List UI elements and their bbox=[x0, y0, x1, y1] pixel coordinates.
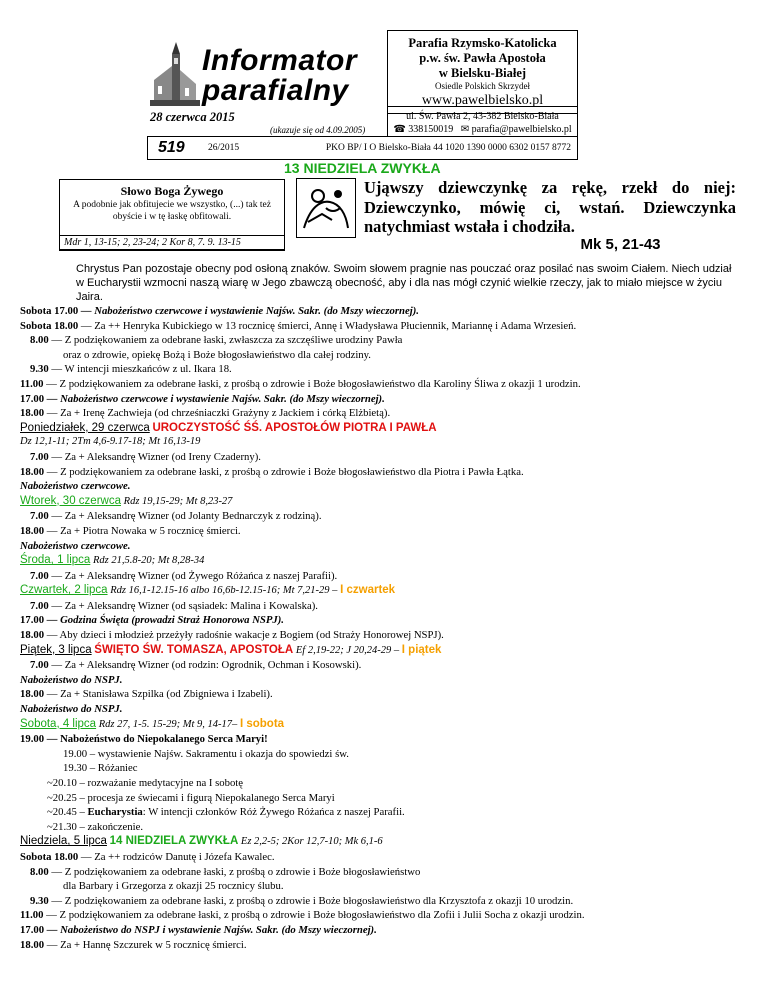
day-header-saturday: Sobota, 4 lipca Rdz 27, 1-5. 15-29; Mt 9, 14-17– I sobota bbox=[20, 717, 285, 730]
schedule-row: 17.00 — Godzina Święta (prowadzi Straż Honorowa NSPJ). bbox=[20, 614, 284, 627]
church-icon bbox=[150, 40, 200, 108]
parish-district: Osiedle Polskich Skrzydeł bbox=[435, 81, 530, 91]
issue-date: 28 czerwca 2015 bbox=[150, 110, 235, 124]
logo-title-line1: Informator bbox=[202, 44, 357, 77]
schedule-row: 11.00 — Z podziękowaniem za odebrane łaski, z prośbą o zdrowie i Boże błogosławieństwo dla Zofii i Julii Socha z okazji urodzin. bbox=[20, 909, 585, 922]
envelope-icon: ✉ bbox=[460, 124, 470, 135]
gospel-illustration-icon bbox=[296, 178, 356, 238]
schedule-row: 9.30 — Z podziękowaniem za odebrane łaski, z prośbą o zdrowie i Boże błogosławieństwo dla Krzysztofa z okazji 10 urodzin. bbox=[30, 894, 574, 907]
parish-patron: p.w. św. Pawła Apostoła bbox=[419, 51, 546, 65]
schedule-row: 11.00 — Z podziękowaniem za odebrane łaski, z prośbą o zdrowie i Boże błogosławieństwo dla Karoliny Śliwa z okazji 1 urodzin. bbox=[20, 377, 581, 390]
issue-number: 519 bbox=[158, 139, 185, 156]
schedule-row: 8.00 — Z podziękowaniem za odebrane łaski, z prośbą o zdrowie i Boże błogosławieństwo bbox=[30, 865, 421, 878]
schedule-row: Nabożeństwo czerwcowe. bbox=[20, 539, 131, 552]
sunday-introduction bbox=[76, 262, 736, 304]
parish-info-box bbox=[387, 30, 578, 114]
schedule-row: 18.00 — Z podziękowaniem za odebrane łaski, z prośbą o zdrowie i Boże błogosławieństwo dla Piotra i Pawła Łątka. bbox=[20, 465, 524, 478]
schedule-row: oraz o zdrowie, opiekę Bożą i Boże błogosławieństwo dla całej rodziny. bbox=[63, 348, 371, 361]
newsletter-logo bbox=[150, 40, 376, 108]
schedule-row: ~20.10 – rozważanie medytacyjne na I sobotę bbox=[47, 777, 244, 789]
schedule-row: 8.00 — Z podziękowaniem za odebrane łaski, zwłaszcza za szczęśliwe urodziny Pawła bbox=[30, 334, 403, 347]
schedule-row: 18.00 — Za + Piotra Nowaka w 5 rocznicę śmierci. bbox=[20, 524, 241, 537]
day-header-thursday: Czwartek, 2 lipca Rdz 16,1-12.15-16 albo 16,6b-12.15-16; Mt 7,21-29 – I czwartek bbox=[20, 584, 396, 597]
parish-phone: 338150019 bbox=[408, 124, 454, 135]
schedule-row: 7.00 — Za + Aleksandrę Wizner (od Jolanty Bednarczyk z rodziną). bbox=[30, 510, 322, 523]
mass-schedule bbox=[20, 304, 760, 952]
parish-address: ul. Św. Pawła 2, 43-382 Bielsko-Biała bbox=[406, 111, 559, 122]
gospel-quote: Ująwszy dziewczynkę za rękę, rzekł do niej: Dziewczynko, mówię ci, wstań. Dziewczynka natychmiast wstała i chodziła. bbox=[364, 178, 736, 236]
schedule-row: Sobota 17.00 — Nabożeństwo czerwcowe i wystawienie Najśw. Sakr. (do Mszy wieczornej). bbox=[20, 305, 419, 317]
sunday-title: 13 NIEDZIELA ZWYKŁA bbox=[284, 160, 441, 176]
schedule-row: 17.00 — Nabożeństwo do NSPJ i wystawienie Najśw. Sakr. (do Mszy wieczornej). bbox=[20, 923, 377, 936]
day-header-friday: Piątek, 3 lipca ŚWIĘTO ŚW. TOMASZA, APOSTOŁA Ef 2,19-22; J 20,24-29 – I piątek bbox=[20, 643, 442, 656]
day-header-monday: Poniedziałek, 29 czerwca UROCZYSTOŚĆ ŚŚ. APOSTOŁÓW PIOTRA I PAWŁA bbox=[20, 421, 437, 434]
word-of-god-title: Słowo Boga Żywego bbox=[120, 184, 224, 198]
day-readings: Dz 12,1-11; 2Tm 4,6-9.17-18; Mt 16,13-19 bbox=[20, 436, 201, 448]
day-header-wednesday: Środa, 1 lipca Rdz 21,5.8-20; Mt 8,28-34 bbox=[20, 554, 205, 567]
schedule-row: 7.00 — Za + Aleksandrę Wizner (od rodzin: Ogrodnik, Ochman i Kosowski). bbox=[30, 659, 362, 672]
schedule-row: ~20.45 – Eucharystia: W intencji członków Róż Żywego Różańca z naszej Parafii. bbox=[47, 806, 405, 819]
logo-title-line2: parafialny bbox=[202, 74, 349, 107]
schedule-row: 7.00 — Za + Aleksandrę Wizner (od sąsiadek: Malina i Kowalska). bbox=[30, 599, 318, 612]
parish-name: Parafia Rzymsko-Katolicka bbox=[408, 36, 557, 50]
schedule-row: 19.00 – wystawienie Najśw. Sakramentu i okazja do spowiedzi św. bbox=[63, 747, 349, 760]
parish-email[interactable]: parafia@pawelbielsko.pl bbox=[471, 124, 572, 135]
schedule-row: Nabożeństwo czerwcowe. bbox=[20, 480, 131, 493]
issue-number-bar bbox=[147, 136, 578, 160]
schedule-row: 9.30 — W intencji mieszkańców z ul. Ikara 18. bbox=[30, 363, 232, 376]
sunday-readings: Mdr 1, 13-15; 2, 23-24; 2 Kor 8, 7. 9. 13-15 bbox=[59, 235, 285, 251]
published-since: (ukazuje się od 4.09.2005) bbox=[270, 125, 366, 135]
schedule-row: 7.00 — Za + Aleksandrę Wizner (od Ireny Czaderny). bbox=[30, 450, 261, 463]
schedule-row: ~20.25 – procesja ze świecami i figurą Niepokalanego Serca Maryi bbox=[47, 791, 335, 804]
parish-city: w Bielsku-Białej bbox=[438, 66, 527, 80]
schedule-row: 7.00 — Za + Aleksandrę Wizner (od Żywego Różańca z naszej Parafii). bbox=[30, 569, 338, 582]
schedule-row: dla Barbary i Grzegorza z okazji 25 rocznicy ślubu. bbox=[63, 880, 284, 893]
parish-contact-box bbox=[387, 106, 578, 137]
schedule-row: 19.00 — Nabożeństwo do Niepokalanego Serca Maryi! bbox=[20, 733, 268, 746]
schedule-row: ~21.30 – zakończenie. bbox=[47, 820, 143, 833]
schedule-row: 19.30 – Różaniec bbox=[63, 762, 138, 775]
parish-contact-line bbox=[388, 123, 577, 136]
schedule-row: 18.00 — Za + Hannę Szczurek w 5 rocznicę śmierci. bbox=[20, 938, 247, 951]
parish-website[interactable]: www.pawelbielsko.pl bbox=[421, 93, 544, 108]
schedule-row: 18.00 — Za + Stanisława Szpilka (od Zbigniewa i Izabeli). bbox=[20, 688, 273, 701]
bank-account: PKO BP/ I O Bielsko-Biała 44 1020 1390 0000 6302 0157 8772 bbox=[325, 143, 571, 153]
day-header-sunday: Niedziela, 5 lipca 14 NIEDZIELA ZWYKŁA Ez 2,2-5; 2Kor 12,7-10; Mk 6,1-6 bbox=[20, 835, 383, 848]
schedule-row: 17.00 — Nabożeństwo czerwcowe i wystawienie Najśw. Sakr. (do Mszy wieczornej). bbox=[20, 392, 385, 405]
day-header-tuesday: Wtorek, 30 czerwca Rdz 19,15-29; Mt 8,23-27 bbox=[20, 494, 233, 507]
schedule-row: Nabożeństwo do NSPJ. bbox=[20, 703, 123, 716]
schedule-row: Sobota 18.00 — Za ++ rodziców Danutę i Józefa Kawalec. bbox=[20, 850, 275, 863]
word-of-god-text: A podobnie jak obfitujecie we wszystko, (...) tak też obyście i w tę łaskę obfitowali. bbox=[73, 200, 271, 222]
schedule-row: Sobota 18.00 — Za ++ Henryka Kubickiego w 13 rocznicę śmierci, Annę i Władysława Płuciennik, Mariannę i Adama Wrzesień. bbox=[20, 319, 577, 332]
issue-week: 26/2015 bbox=[208, 143, 240, 153]
phone-icon: ☎ bbox=[393, 124, 406, 135]
schedule-row: 18.00 — Za + Irenę Zachwieja (od chrześniaczki Grażyny z Jackiem i córką Elżbietą). bbox=[20, 407, 391, 420]
intro-text: Chrystus Pan pozostaje obecny pod osłoną znaków. Swoim słowem pragnie nas pouczać oraz posilać nas swoim Ciałem. Niech udział w Eucharystii wzmocni naszą wiarę w Jego zbawczą obecność, aby i dla nas mógł czynić wielkie rzeczy, jak to miało miejsce w życiu Jaira. bbox=[76, 263, 732, 303]
gospel-reference: Mk 5, 21-43 bbox=[580, 236, 661, 253]
schedule-row: Nabożeństwo do NSPJ. bbox=[20, 673, 123, 686]
schedule-row: 18.00 — Aby dzieci i młodzież przeżyły radośnie wakacje z Bogiem (od Straży Honorowej NSPJ). bbox=[20, 629, 444, 642]
gospel-reference-bar bbox=[285, 235, 736, 257]
